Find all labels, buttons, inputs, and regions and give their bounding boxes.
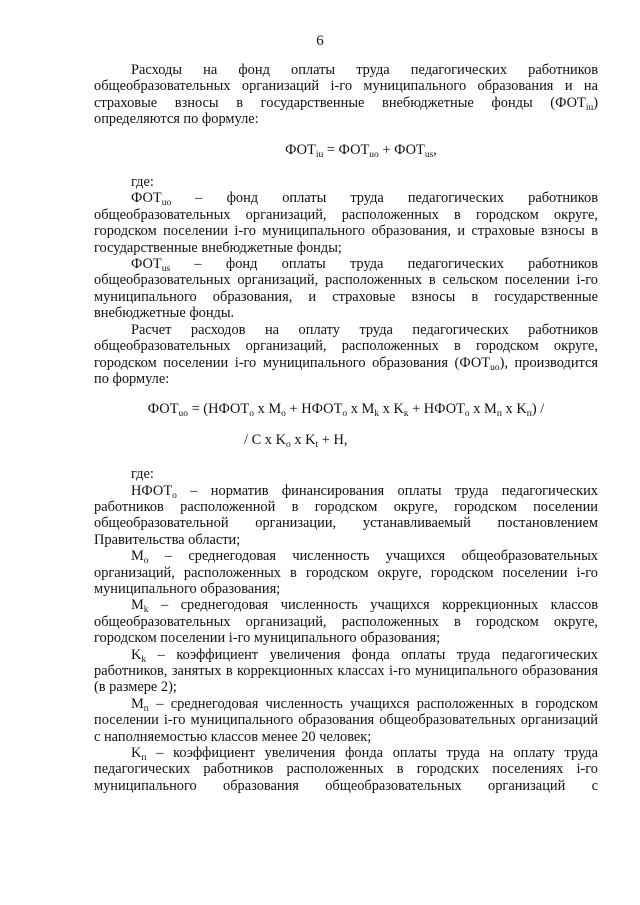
intro-paragraph bbox=[94, 62, 598, 128]
definition-term: ФОТ bbox=[131, 256, 162, 273]
document-body bbox=[94, 62, 598, 794]
formula2-term: x M bbox=[347, 401, 375, 418]
formula2-sub: п bbox=[526, 409, 532, 420]
formula1-term: ФОТ bbox=[285, 141, 316, 158]
definition-term: ФОТ bbox=[131, 190, 162, 207]
formula1-term: = ФОТ bbox=[323, 141, 370, 158]
formula2-term: x K bbox=[379, 401, 404, 418]
formula1-term: + ФОТ bbox=[378, 141, 425, 158]
intro-text: Расходы на фонд оплаты труда педагогических работников общеобразовательных организаций i-го муниципального образования и на страховые взносы в государственные внебюджетные фонды (ФОТ bbox=[94, 62, 598, 111]
definition-text: – фонд оплаты труда педагогических работников общеобразовательных организаций, расположенных в городском округе, городском поселении i-го муниципального образования, и страховые взносы в государственные внебюджетные фонды; bbox=[94, 190, 598, 256]
formula2-term: ФОТ bbox=[147, 401, 179, 418]
definition-term: M bbox=[131, 695, 144, 712]
formula1-sub: iu bbox=[315, 149, 324, 160]
formula-fot-uo-continued bbox=[94, 432, 598, 448]
calculation-paragraph bbox=[94, 322, 598, 388]
definition-sub: o bbox=[172, 490, 177, 501]
definition-text: – среднегодовая численность учащихся коррекционных классов общеобразовательных организаций, расположенных в городском округе, городском поселении i-го муниципального образования; bbox=[94, 597, 598, 647]
formula1-sub: uo bbox=[369, 149, 379, 160]
formula-fot-uo bbox=[94, 401, 598, 420]
formula2-term: = (НФОТ bbox=[188, 401, 250, 418]
definition-sub: uo bbox=[161, 198, 172, 209]
formula2-term: ) / bbox=[531, 401, 545, 418]
formula2-sub: o bbox=[249, 409, 254, 420]
definition-term: K bbox=[131, 745, 142, 762]
calc-sub: uo bbox=[490, 362, 500, 373]
calc-text-end: ), производится по формуле: bbox=[94, 354, 598, 387]
formula2-term: x K bbox=[501, 401, 527, 418]
definition-sub: п bbox=[143, 703, 149, 714]
definition-term: M bbox=[131, 597, 144, 614]
formula2-sub: o bbox=[342, 409, 348, 420]
formula2-sub: k bbox=[374, 409, 380, 420]
definition-kk bbox=[94, 647, 598, 696]
definition-nfot bbox=[94, 483, 598, 549]
definition-text: – коэффициент увеличения фонда оплаты труда на оплату труда педагогических работников расположенных в городских поселениях i-го муниципального образования общеобразовательных организаций с bbox=[94, 745, 598, 794]
formula3-term: x K bbox=[290, 431, 316, 448]
formula1-term: , bbox=[433, 141, 437, 158]
intro-subscript: iu bbox=[585, 102, 594, 113]
formula3-sub: o bbox=[285, 439, 291, 450]
definition-text: – норматив финансирования оплаты труда педагогических работников расположенной в городском округе, городском поселении общеобразовательной организации, устанавливаемый постановлением Правительства области; bbox=[94, 482, 598, 548]
definition-fot-us bbox=[94, 256, 598, 322]
definition-kp bbox=[94, 745, 598, 794]
formula2-term: + НФОТ bbox=[285, 401, 343, 418]
calc-text: Расчет расходов на оплату труда педагогических работников общеобразовательных организаций, расположенных в городском округе, городском поселении i-го муниципального образования (ФОТ bbox=[94, 321, 598, 371]
definition-sub: us bbox=[161, 264, 171, 275]
definition-term: НФОТ bbox=[131, 482, 173, 499]
definition-term: K bbox=[131, 646, 142, 663]
formula3-sub: t bbox=[315, 439, 319, 450]
intro-end: ) определяются по формуле: bbox=[94, 94, 598, 128]
definition-text: – коэффициент увеличения фонда оплаты труда педагогических работников, занятых в коррекционных классах i-го муниципального образования (в размере 2); bbox=[94, 646, 598, 696]
definition-fot-uo bbox=[94, 190, 598, 256]
formula-total bbox=[94, 142, 598, 158]
formula2-sub: o bbox=[281, 409, 286, 420]
definition-sub: k bbox=[141, 654, 147, 665]
definition-text: – среднегодовая численность учащихся общеобразовательных организаций, расположенных в городском округе, городском поселении i-го муниципального образования; bbox=[94, 548, 598, 597]
formula2-sub: к bbox=[403, 409, 409, 420]
definition-text: – среднегодовая численность учащихся расположенных в городском поселении i-го муниципального образования общеобразовательных организаций с наполняемостью классов менее 20 человек; bbox=[94, 695, 598, 745]
formula3-term: / С x K bbox=[244, 431, 286, 448]
where-label-1: где: bbox=[131, 174, 154, 191]
definition-text: – фонд оплаты труда педагогических работников общеобразовательных организаций, расположенных в сельском поселении i-го муниципального образования, и страховые взносы в государственные внебюджетные фонды. bbox=[94, 256, 598, 322]
definition-sub: п bbox=[141, 753, 147, 764]
definition-mp bbox=[94, 696, 598, 745]
formula2-term: x M bbox=[469, 401, 497, 418]
formula1-sub: us bbox=[424, 149, 434, 160]
formula3-term: + Н, bbox=[318, 431, 348, 448]
definition-mo bbox=[94, 548, 598, 597]
formula2-sub: п bbox=[496, 409, 502, 420]
definition-sub: k bbox=[143, 605, 149, 616]
definition-term: M bbox=[131, 548, 144, 565]
where-label-2: где: bbox=[131, 466, 154, 483]
formula2-sub: uo bbox=[178, 409, 188, 420]
formula2-term: x M bbox=[253, 401, 282, 418]
page-number: 6 bbox=[316, 33, 324, 49]
definition-sub: o bbox=[143, 556, 149, 567]
definition-mk bbox=[94, 597, 598, 646]
formula2-term: + НФОТ bbox=[408, 401, 465, 418]
formula2-sub: o bbox=[464, 409, 470, 420]
